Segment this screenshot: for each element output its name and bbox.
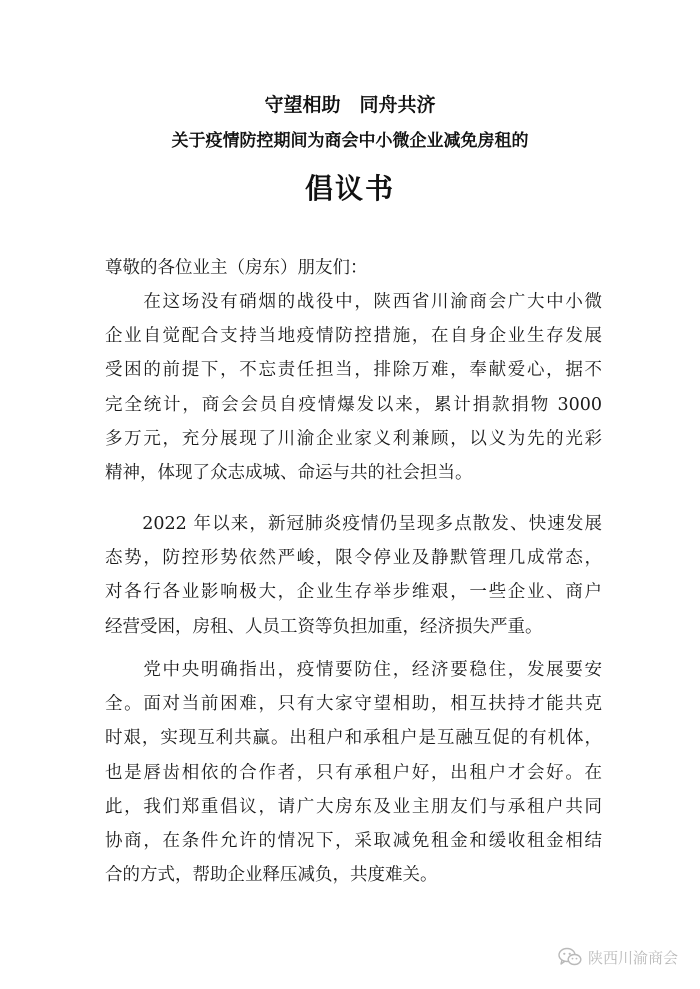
paragraph-line: 2022 年以来，新冠肺炎疫情仍呈现多点散发、快速发展 [105,514,602,534]
paragraph-line: 多万元，充分展现了川渝企业家义利兼顾，以义为先的光彩 [105,428,602,449]
paragraph-line: 对各行各业影响极大，企业生存举步维艰，一些企业、商户 [105,582,602,603]
watermark-text: 陕西川渝商会 [587,948,678,967]
paragraph-1 [105,285,602,490]
paragraph-3 [105,653,602,892]
paragraph-line: 全。面对当前困难，只有大家守望相助，相互扶持才能共克 [105,694,602,715]
paragraph-2 [105,507,602,644]
paragraph-line: 经营受困，房租、人员工资等负担加重，经济损失严重。 [105,616,543,637]
paragraph-line: 也是唇齿相依的合作者，只有承租户好，出租户才会好。在 [105,762,602,783]
document-title: 倡议书 [304,172,395,205]
title-line-2: 关于疫情防控期间为商会中小微企业减免房租的 [171,131,529,151]
paragraph-line: 在这场没有硝烟的战役中，陕西省川渝商会广大中小微 [105,292,602,312]
paragraph-line: 态势，防控形势依然严峻，限令停业及静默管理几成常态， [105,548,602,569]
paragraph-line: 此，我们郑重倡议，请广大房东及业主朋友们与承租户共同 [105,796,602,817]
greeting: 尊敬的各位业主（房东）朋友们： [105,258,368,278]
paragraph-line: 协商，在条件允许的情况下，采取减免租金和缓收租金相结 [105,830,602,851]
paragraph-line: 受困的前提下，不忘责任担当，排除万难，奉献爱心，据不 [105,360,602,381]
wechat-icon [558,947,582,967]
paragraph-line: 合的方式，帮助企业释压减负，共度难关。 [105,865,438,886]
paragraph-line: 时艰，实现互利共赢。出租户和承租户是互融互促的有机体， [105,728,602,749]
wechat-watermark [558,944,678,970]
paragraph-line: 精神，体现了众志成城、命运与共的社会担当。 [105,462,473,483]
paragraph-line: 企业自觉配合支持当地疫情防控措施，在自身企业生存发展 [105,326,602,347]
title-line-1: 守望相助 同舟共济 [264,94,436,116]
paragraph-line: 党中央明确指出，疫情要防住，经济要稳住，发展要安 [105,660,602,680]
paragraph-line: 完全统计，商会会员自疫情爆发以来，累计捐款捐物 3000 [105,394,602,415]
